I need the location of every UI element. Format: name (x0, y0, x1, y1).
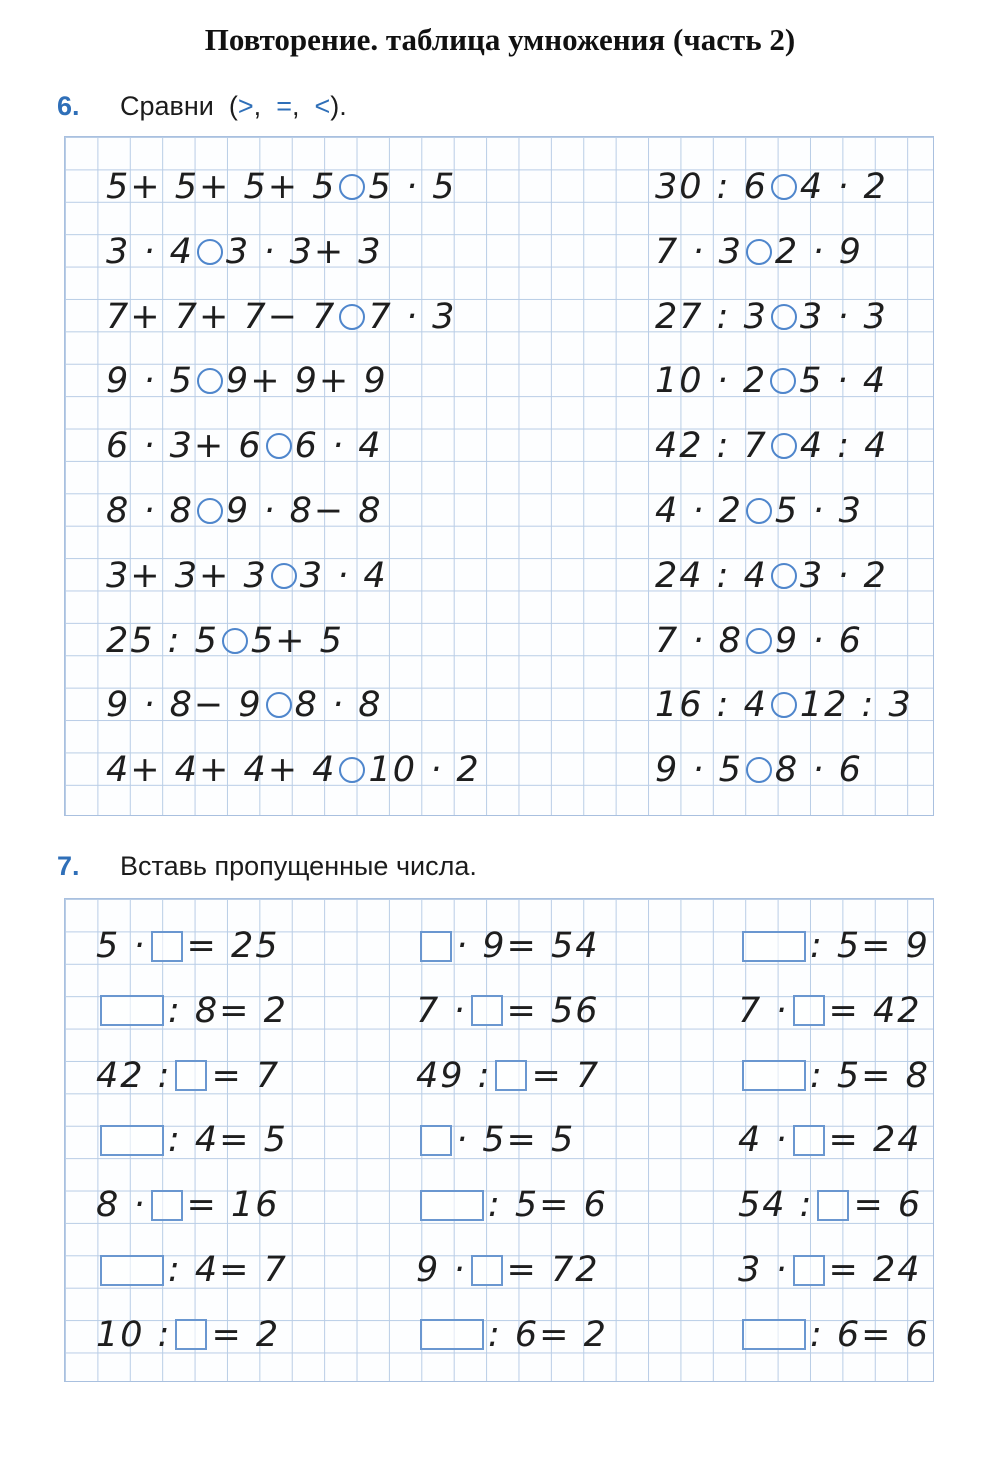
expression-suffix: : 6= 2 (488, 1314, 608, 1355)
expression-left: 4+ 4+ 4+ 4 (106, 750, 337, 791)
expression-right: 9+ 9+ 9 (225, 361, 388, 402)
expression-left: 7 · 3 (655, 231, 743, 272)
expression-suffix: : 5= 8 (810, 1055, 930, 1096)
fill-row (416, 924, 600, 968)
answer-box[interactable] (175, 1319, 207, 1350)
expression-suffix: : 6= 6 (810, 1314, 930, 1355)
expression-suffix: = 24 (828, 1120, 922, 1161)
compare-circle[interactable] (266, 692, 292, 718)
answer-box[interactable] (100, 1255, 164, 1286)
fill-row (416, 989, 600, 1033)
fill-row (416, 1183, 608, 1227)
less-symbol: < (314, 91, 331, 121)
answer-box[interactable] (793, 1255, 825, 1286)
compare-circle[interactable] (771, 692, 797, 718)
expression-suffix: = 72 (506, 1250, 600, 1290)
expression-suffix: = 7 (211, 1055, 281, 1096)
paren-open: ( (228, 91, 238, 121)
expression-suffix: = 24 (828, 1250, 922, 1290)
expression-prefix: 54 : (738, 1185, 814, 1226)
expression-right: 5 · 3 (774, 491, 863, 531)
expression-left: 3 · 4 (106, 231, 194, 272)
expression-left: 9 · 8− 9 (106, 685, 263, 726)
compare-circle[interactable] (770, 368, 796, 394)
expression-left: 9 · 5 (106, 361, 194, 402)
expression-left: 25 : 5 (106, 620, 219, 661)
fill-row (738, 1248, 922, 1292)
answer-box[interactable] (471, 1255, 503, 1286)
fill-row (96, 1313, 280, 1357)
fill-row (738, 1118, 922, 1162)
expression-prefix: 49 : (416, 1055, 492, 1096)
expression-prefix: 42 : (96, 1055, 172, 1096)
compare-circle[interactable] (339, 174, 365, 200)
answer-box[interactable] (742, 1319, 806, 1350)
compare-circle[interactable] (339, 304, 365, 330)
expression-left: 4 · 2 (655, 491, 743, 531)
expression-suffix: = 16 (186, 1185, 280, 1226)
expression-left: 5+ 5+ 5+ 5 (106, 167, 337, 207)
expression-right: 5 · 5 (368, 167, 457, 207)
fill-row (738, 1313, 930, 1357)
answer-box[interactable] (742, 1060, 806, 1091)
task-6-instruction (120, 91, 347, 122)
answer-box[interactable] (793, 995, 825, 1026)
separator: , (291, 91, 300, 121)
expression-left: 9 · 5 (655, 750, 743, 791)
answer-box[interactable] (742, 931, 806, 962)
answer-box[interactable] (471, 995, 503, 1026)
expression-right: 6 · 4 (294, 426, 383, 467)
fill-row (96, 1054, 280, 1098)
expression-right: 3 · 4 (299, 555, 388, 596)
expression-suffix: : 5= 6 (488, 1185, 608, 1226)
expression-suffix: : 8= 2 (168, 990, 288, 1031)
expression-suffix: = 2 (211, 1314, 281, 1355)
answer-box[interactable] (100, 1125, 164, 1156)
fill-row (96, 1183, 280, 1227)
expression-right: 10 · 2 (368, 750, 481, 791)
compare-circle[interactable] (197, 368, 223, 394)
task-6-number: 6. (57, 91, 80, 121)
expression-left: 30 : 6 (655, 167, 768, 207)
answer-box[interactable] (151, 931, 183, 962)
fill-row (96, 1248, 288, 1292)
expression-prefix: 7 · (738, 990, 789, 1031)
compare-row (655, 230, 863, 274)
fill-row (738, 989, 922, 1033)
compare-row (106, 489, 383, 533)
compare-row (655, 683, 913, 727)
expression-left: 8 · 8 (106, 491, 194, 531)
expression-suffix: : 5= 9 (810, 926, 930, 966)
expression-right: 5 · 4 (799, 361, 888, 402)
answer-box[interactable] (420, 1319, 484, 1350)
fill-row (416, 1054, 600, 1098)
expression-right: 3 · 3 (799, 296, 888, 337)
expression-suffix: · 9= 54 (456, 926, 600, 966)
expression-suffix: = 56 (506, 990, 600, 1031)
fill-row (738, 1054, 930, 1098)
compare-row (655, 295, 888, 339)
compare-circle[interactable] (771, 174, 797, 200)
task-7-instruction: Вставь пропущенные числа. (120, 851, 477, 881)
compare-circle[interactable] (746, 239, 772, 265)
task-7-number: 7. (57, 851, 80, 881)
compare-circle[interactable] (771, 304, 797, 330)
compare-circle[interactable] (771, 563, 797, 589)
compare-row (655, 424, 888, 468)
compare-row (655, 748, 863, 792)
fill-row (416, 1248, 600, 1292)
expression-suffix: · 5= 5 (456, 1120, 576, 1161)
expression-right: 4 · 2 (799, 167, 888, 207)
expression-prefix: 5 · (96, 926, 147, 966)
expression-right: 4 : 4 (799, 426, 889, 467)
answer-box[interactable] (420, 931, 452, 962)
greater-symbol: > (237, 91, 254, 121)
compare-row (106, 748, 481, 792)
compare-row (106, 683, 383, 727)
task-6-text: Сравни (120, 91, 214, 121)
compare-circle[interactable] (771, 433, 797, 459)
expression-left: 24 : 4 (655, 555, 768, 596)
expression-suffix: = 7 (531, 1055, 601, 1096)
expression-right: 5+ 5 (250, 620, 344, 661)
compare-row (655, 359, 887, 403)
compare-row (655, 554, 888, 598)
compare-circle[interactable] (266, 433, 292, 459)
compare-circle[interactable] (271, 563, 297, 589)
compare-row (106, 165, 456, 209)
expression-left: 27 : 3 (655, 296, 768, 337)
compare-row (106, 359, 388, 403)
expression-left: 16 : 4 (655, 685, 768, 726)
fill-row (96, 924, 280, 968)
compare-row (106, 295, 456, 339)
answer-box[interactable] (151, 1190, 183, 1221)
expression-right: 7 · 3 (368, 296, 457, 337)
fill-row (96, 989, 288, 1033)
expression-suffix: = 6 (853, 1185, 923, 1226)
expression-suffix: : 4= 5 (168, 1120, 288, 1161)
fill-row (96, 1118, 288, 1162)
expression-suffix: : 4= 7 (168, 1250, 288, 1290)
fill-row (416, 1118, 575, 1162)
compare-circle[interactable] (746, 498, 772, 524)
equal-symbol: = (276, 91, 292, 121)
expression-prefix: 4 · (738, 1120, 789, 1161)
paren-close: ). (330, 91, 347, 121)
compare-row (106, 230, 383, 274)
compare-circle[interactable] (339, 757, 365, 783)
compare-row (106, 554, 388, 598)
answer-box[interactable] (175, 1060, 207, 1091)
compare-row (655, 489, 863, 533)
answer-box[interactable] (100, 995, 164, 1026)
expression-right: 12 : 3 (799, 685, 913, 726)
expression-right: 3 · 2 (799, 555, 888, 596)
compare-circle[interactable] (746, 757, 772, 783)
compare-circle[interactable] (197, 239, 223, 265)
expression-left: 7+ 7+ 7− 7 (106, 296, 337, 337)
compare-row (106, 424, 383, 468)
expression-suffix: = 42 (828, 990, 922, 1031)
expression-prefix: 9 · (416, 1250, 467, 1290)
expression-right: 3 · 3+ 3 (225, 231, 383, 272)
expression-left: 7 · 8 (655, 620, 743, 661)
expression-left: 6 · 3+ 6 (106, 426, 263, 467)
compare-row (655, 619, 863, 663)
compare-circle[interactable] (746, 628, 772, 654)
expression-prefix: 7 · (416, 990, 467, 1031)
expression-prefix: 3 · (738, 1250, 789, 1290)
expression-right: 9 · 6 (774, 620, 863, 661)
fill-row (738, 1183, 922, 1227)
fill-row (738, 924, 930, 968)
expression-prefix: 10 : (96, 1314, 172, 1355)
expression-right: 8 · 6 (774, 750, 863, 791)
expression-right: 9 · 8− 8 (225, 491, 383, 531)
expression-right: 8 · 8 (294, 685, 383, 726)
expression-left: 3+ 3+ 3 (106, 555, 268, 596)
compare-circle[interactable] (197, 498, 223, 524)
answer-box[interactable] (817, 1190, 849, 1221)
expression-right: 2 · 9 (774, 231, 863, 272)
answer-box[interactable] (793, 1125, 825, 1156)
separator: , (253, 91, 262, 121)
answer-box[interactable] (420, 1125, 452, 1156)
fill-row (416, 1313, 608, 1357)
answer-box[interactable] (420, 1190, 484, 1221)
answer-box[interactable] (495, 1060, 527, 1091)
page-title: Повторение. таблица умножения (часть 2) (204, 22, 796, 57)
expression-left: 10 · 2 (655, 361, 768, 402)
expression-left: 42 : 7 (655, 426, 768, 467)
compare-row (655, 165, 888, 209)
compare-row (106, 619, 344, 663)
expression-suffix: = 25 (186, 926, 280, 966)
compare-circle[interactable] (222, 628, 248, 654)
expression-prefix: 8 · (96, 1185, 147, 1226)
